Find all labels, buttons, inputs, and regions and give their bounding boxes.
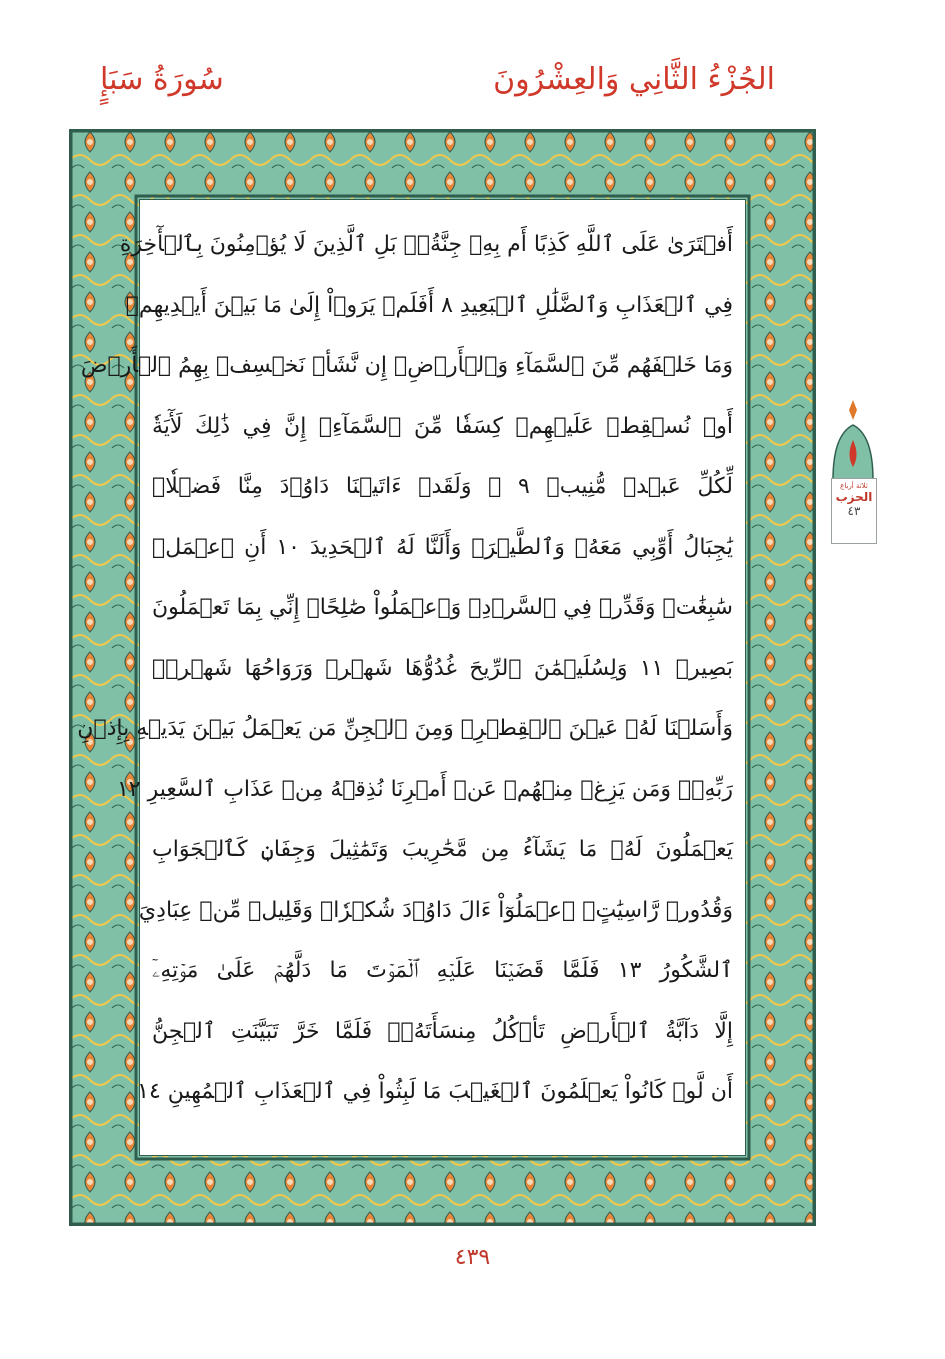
verse-line: وَقُدُورٖ رَّاسِيَٰتٍۚ ٱعۡمَلُوٓاْ ءَالَ دَاوُۥدَ شُكۡرٗاۚ وَقَلِيلٞ مِّنۡ عِبَادِيَ (138, 897, 733, 923)
verse-line: أَفۡتَرَىٰ عَلَى ٱللَّهِ كَذِبًا أَم بِهِۦ جِنَّةُۢۗ بَلِ ٱلَّذِينَ لَا يُؤۡمِنُونَ بِٱلۡأٓخِرَةِ (119, 232, 733, 257)
verse-line: فِي ٱلۡعَذَابِ وَٱلضَّلَٰلِ ٱلۡبَعِيدِ ٨ أَفَلَمۡ يَرَوۡاْ إِلَىٰ مَا بَيۡنَ أَيۡدِيهِمۡ (125, 292, 733, 318)
verse-line: يَعۡمَلُونَ لَهُۥ مَا يَشَآءُ مِن مَّحَٰرِيبَ وَتَمَٰثِيلَ وَجِفَانٖ كَٱلۡجَوَابِ (152, 837, 733, 862)
verse-line: وَمَا خَلۡفَهُم مِّنَ ٱلسَّمَآءِ وَٱلۡأَرۡضِۚ إِن نَّشَأۡ نَخۡسِفۡ بِهِمُ ٱلۡأَرۡضَ (80, 353, 733, 378)
verse-line: لِّكُلِّ عَبۡدٖ مُّنِيبٖ ٩ ۞ وَلَقَدۡ ءَاتَيۡنَا دَاوُۥدَ مِنَّا فَضۡلٗاۖ (152, 474, 733, 499)
page-number: ٤٣٩ (454, 1245, 491, 1270)
verse-line: بَصِيرٞ ١١ وَلِسُلَيۡمَٰنَ ٱلرِّيحَ غُدُوُّهَا شَهۡرٞ وَرَوَاحُهَا شَهۡرٞۖ (152, 655, 733, 681)
hizb-number: ٤٣ (847, 504, 861, 518)
verse-line: رَبِّهِۦۖ وَمَن يَزِغۡ مِنۡهُمۡ عَنۡ أَمۡرِنَا نُذِقۡهُ مِنۡ عَذَابِ ٱلسَّعِيرِ ١٢ (116, 776, 733, 802)
hizb-title: الحزب (835, 490, 873, 504)
verse-line: ٱلشَّكُورُ ١٣ فَلَمَّا قَضَيۡنَا عَلَيۡهِ ٱلۡمَوۡتَ مَا دَلَّهُمۡ عَلَىٰ مَوۡتِهِۦٓ (152, 958, 733, 983)
verse-line: إِلَّا دَآبَّةُ ٱلۡأَرۡضِ تَأۡكُلُ مِنسَأَتَهُۥۖ فَلَمَّا خَرَّ تَبَيَّنَتِ ٱلۡجِنُّ (152, 1018, 733, 1044)
surah-title: سُورَةُ سَبَإٍ (100, 62, 224, 97)
verse-line: يَٰجِبَالُ أَوِّبِي مَعَهُۥ وَٱلطَّيۡرَۖ وَأَلَنَّا لَهُ ٱلۡحَدِيدَ ١٠ أَنِ ٱعۡمَلۡ (152, 534, 733, 560)
verse-line: أَوۡ نُسۡقِطۡ عَلَيۡهِمۡ كِسَفٗا مِّنَ ٱلسَّمَآءِۚ إِنَّ فِي ذَٰلِكَ لَأٓيَةٗ (152, 413, 733, 439)
hizb-marker (831, 478, 877, 544)
verse-line: سَٰبِغَٰتٖ وَقَدِّرۡ فِي ٱلسَّرۡدِۖ وَٱعۡمَلُواْ صَٰلِحًاۖ إِنِّي بِمَا تَعۡمَلُونَ (152, 595, 733, 620)
verse-line: وَأَسَلۡنَا لَهُۥ عَيۡنَ ٱلۡقِطۡرِۖ وَمِنَ ٱلۡجِنِّ مَن يَعۡمَلُ بَيۡنَ يَدَيۡهِ بِإِذۡنِ (77, 716, 733, 741)
hizb-quarter-label: ثلاثة أرباع (840, 482, 868, 490)
verse-line: أَن لَّوۡ كَانُواْ يَعۡلَمُونَ ٱلۡغَيۡبَ مَا لَبِثُواْ فِي ٱلۡعَذَابِ ٱلۡمُهِينِ ١٤ (137, 1079, 733, 1104)
juz-title: الجُزْءُ الثَّانِي وَالعِشْرُونَ (493, 62, 775, 97)
